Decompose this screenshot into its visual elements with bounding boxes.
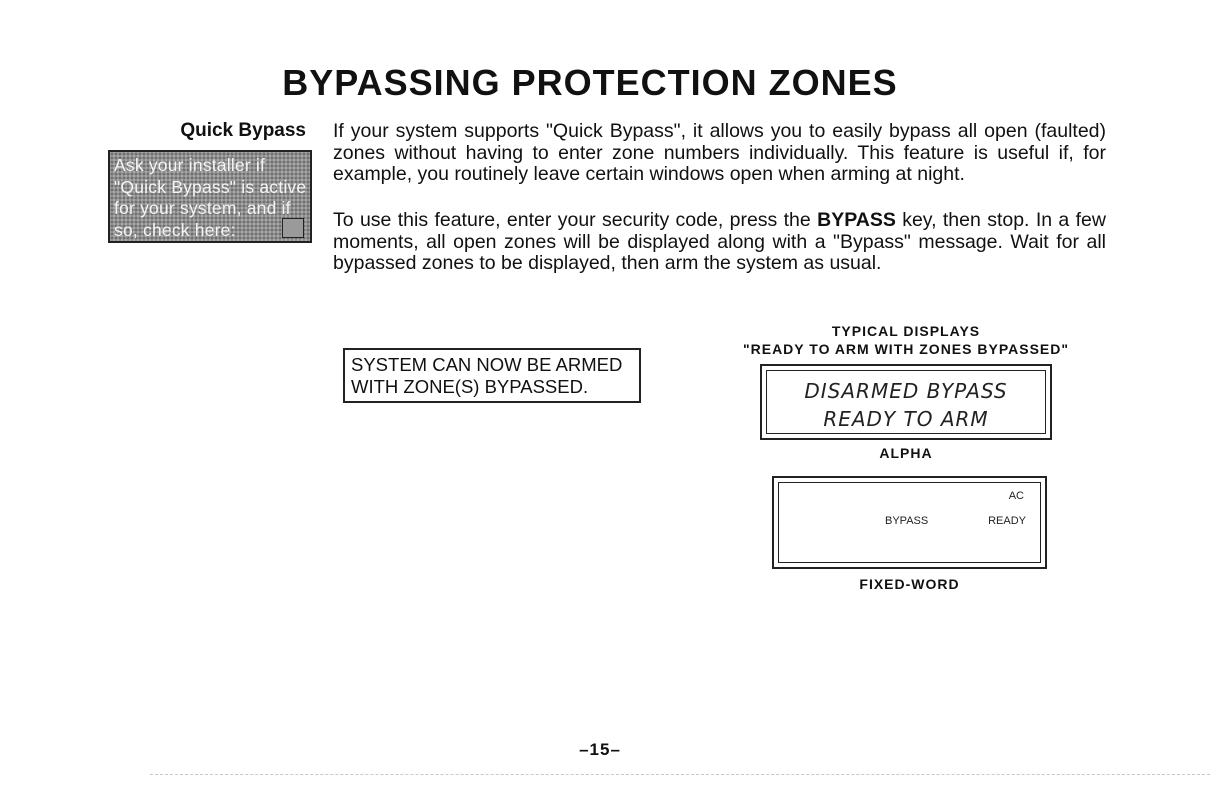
message-line-1: SYSTEM CAN NOW BE ARMED (351, 354, 623, 375)
typical-caption-line-1: TYPICAL DISPLAYS (831, 323, 981, 339)
typical-caption-line-2: "READY TO ARM WITH ZONES BYPASSED" (742, 341, 1069, 357)
paragraph-2-text-start: To use this feature, enter your security code, press the (333, 209, 818, 231)
installer-note-text: Ask your installer if "Quick Bypass" is active for your system, and if so, check here: (114, 155, 307, 240)
alpha-display-screen (766, 370, 1046, 434)
armed-message-box (343, 348, 641, 403)
body-paragraph-2 (333, 210, 1106, 275)
fixed-word-caption: FIXED-WORD (859, 576, 960, 592)
page-number: –15– (579, 740, 621, 759)
bottom-divider (150, 774, 1210, 775)
alpha-display (760, 364, 1052, 440)
message-line-2: WITH ZONE(S) BYPASSED. (351, 376, 589, 397)
bypass-key-label: BYPASS (817, 209, 896, 231)
fixed-word-ready: READY (988, 515, 1026, 527)
fixed-word-bypass: BYPASS (885, 515, 929, 527)
fixed-word-display (772, 476, 1047, 569)
fixed-word-ac: AC (1008, 490, 1024, 502)
page-title: BYPASSING PROTECTION ZONES (282, 62, 898, 103)
typical-displays-caption (716, 322, 1096, 358)
body-paragraph-1: If your system supports "Quick Bypass", it allows you to easily bypass all open (faulted) zones without having to enter zone numbers individually. This feature is useful if, for example, you routinely leave certain windows open when arming at night. (333, 120, 1106, 185)
fixed-word-screen (778, 482, 1041, 563)
section-heading: Quick Bypass (180, 120, 306, 141)
alpha-caption: ALPHA (879, 445, 933, 461)
quick-bypass-checkbox[interactable] (282, 218, 304, 238)
installer-note-box (108, 150, 312, 243)
paragraph-2-text-end: key, then stop. In a few moments, all open zones will be displayed along with a "Bypass" message. Wait for all bypassed zones to be displayed, then arm the system as usual. (333, 209, 1106, 274)
alpha-line-1: DISARMED BYPASS (804, 379, 1008, 403)
alpha-line-2: READY TO ARM (823, 407, 989, 431)
